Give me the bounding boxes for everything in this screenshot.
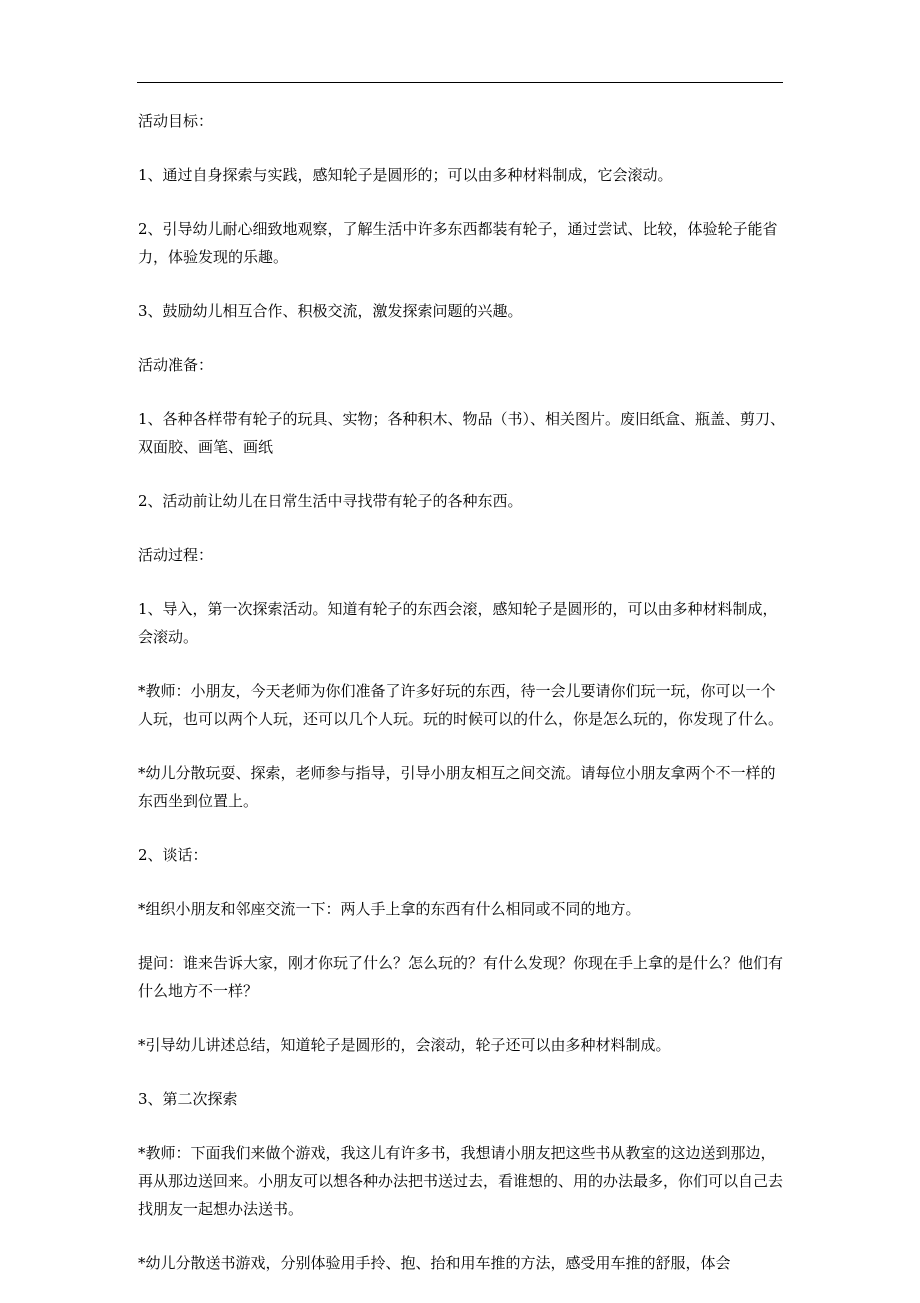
paragraph: *幼儿分散玩耍、探索，老师参与指导，引导小朋友相互之间交流。请每位小朋友拿两个不一样的东西坐到位置上。 <box>138 764 776 810</box>
paragraph: *引导幼儿讲述总结，知道轮子是圆形的，会滚动，轮子还可以由多种材料制成。 <box>138 1036 671 1054</box>
paragraph: 3、鼓励幼儿相互合作、积极交流，激发探索问题的兴趣。 <box>138 302 523 320</box>
section-heading-process: 活动过程： <box>138 546 214 564</box>
paragraph: 1、通过自身探索与实践，感知轮子是圆形的；可以由多种材料制成，它会滚动。 <box>138 166 673 184</box>
paragraph: *幼儿分散送书游戏，分别体验用手拎、抱、抬和用车推的方法，感受用车推的舒服，体会 <box>138 1254 731 1272</box>
paragraph: 3、第二次探索 <box>138 1090 238 1108</box>
paragraph: 1、导入，第一次探索活动。知道有轮子的东西会滚，感知轮子是圆形的，可以由多种材料制成，会滚动。 <box>138 600 778 646</box>
section-heading-preparation: 活动准备： <box>138 356 214 374</box>
paragraph: *组织小朋友和邻座交流一下：两人手上拿的东西有什么相同或不同的地方。 <box>138 900 641 918</box>
paragraph: 1、各种各样带有轮子的玩具、实物；各种积木、物品（书）、相关图片。废旧纸盒、瓶盖、剪刀、双面胶、画笔、画纸 <box>138 410 786 456</box>
paragraph: 2、引导幼儿耐心细致地观察，了解生活中许多东西都装有轮子，通过尝试、比较，体验轮子能省力，体验发现的乐趣。 <box>138 220 778 266</box>
paragraph: *教师：下面我们来做个游戏，我这儿有许多书，我想请小朋友把这些书从教室的这边送到那边，再从那边送回来。小朋友可以想各种办法把书送过去，看谁想的、用的办法最多，你们可以自己去找朋友一起想办法送书。 <box>138 1144 784 1218</box>
paragraph: 提问：谁来告诉大家，刚才你玩了什么？怎么玩的？有什么发现？你现在手上拿的是什么？他们有什么地方不一样？ <box>138 954 784 1000</box>
section-heading-goals: 活动目标： <box>138 112 214 130</box>
paragraph: 2、活动前让幼儿在日常生活中寻找带有轮子的各种东西。 <box>138 492 523 510</box>
header-rule <box>137 82 783 83</box>
document-body <box>138 107 786 1303</box>
paragraph: 2、谈话： <box>138 846 208 864</box>
paragraph: *教师：小朋友，今天老师为你们准备了许多好玩的东西，待一会儿要请你们玩一玩，你可以一个人玩，也可以两个人玩，还可以几个人玩。玩的时候可以的什么，你是怎么玩的，你发现了什么。 <box>138 682 784 728</box>
